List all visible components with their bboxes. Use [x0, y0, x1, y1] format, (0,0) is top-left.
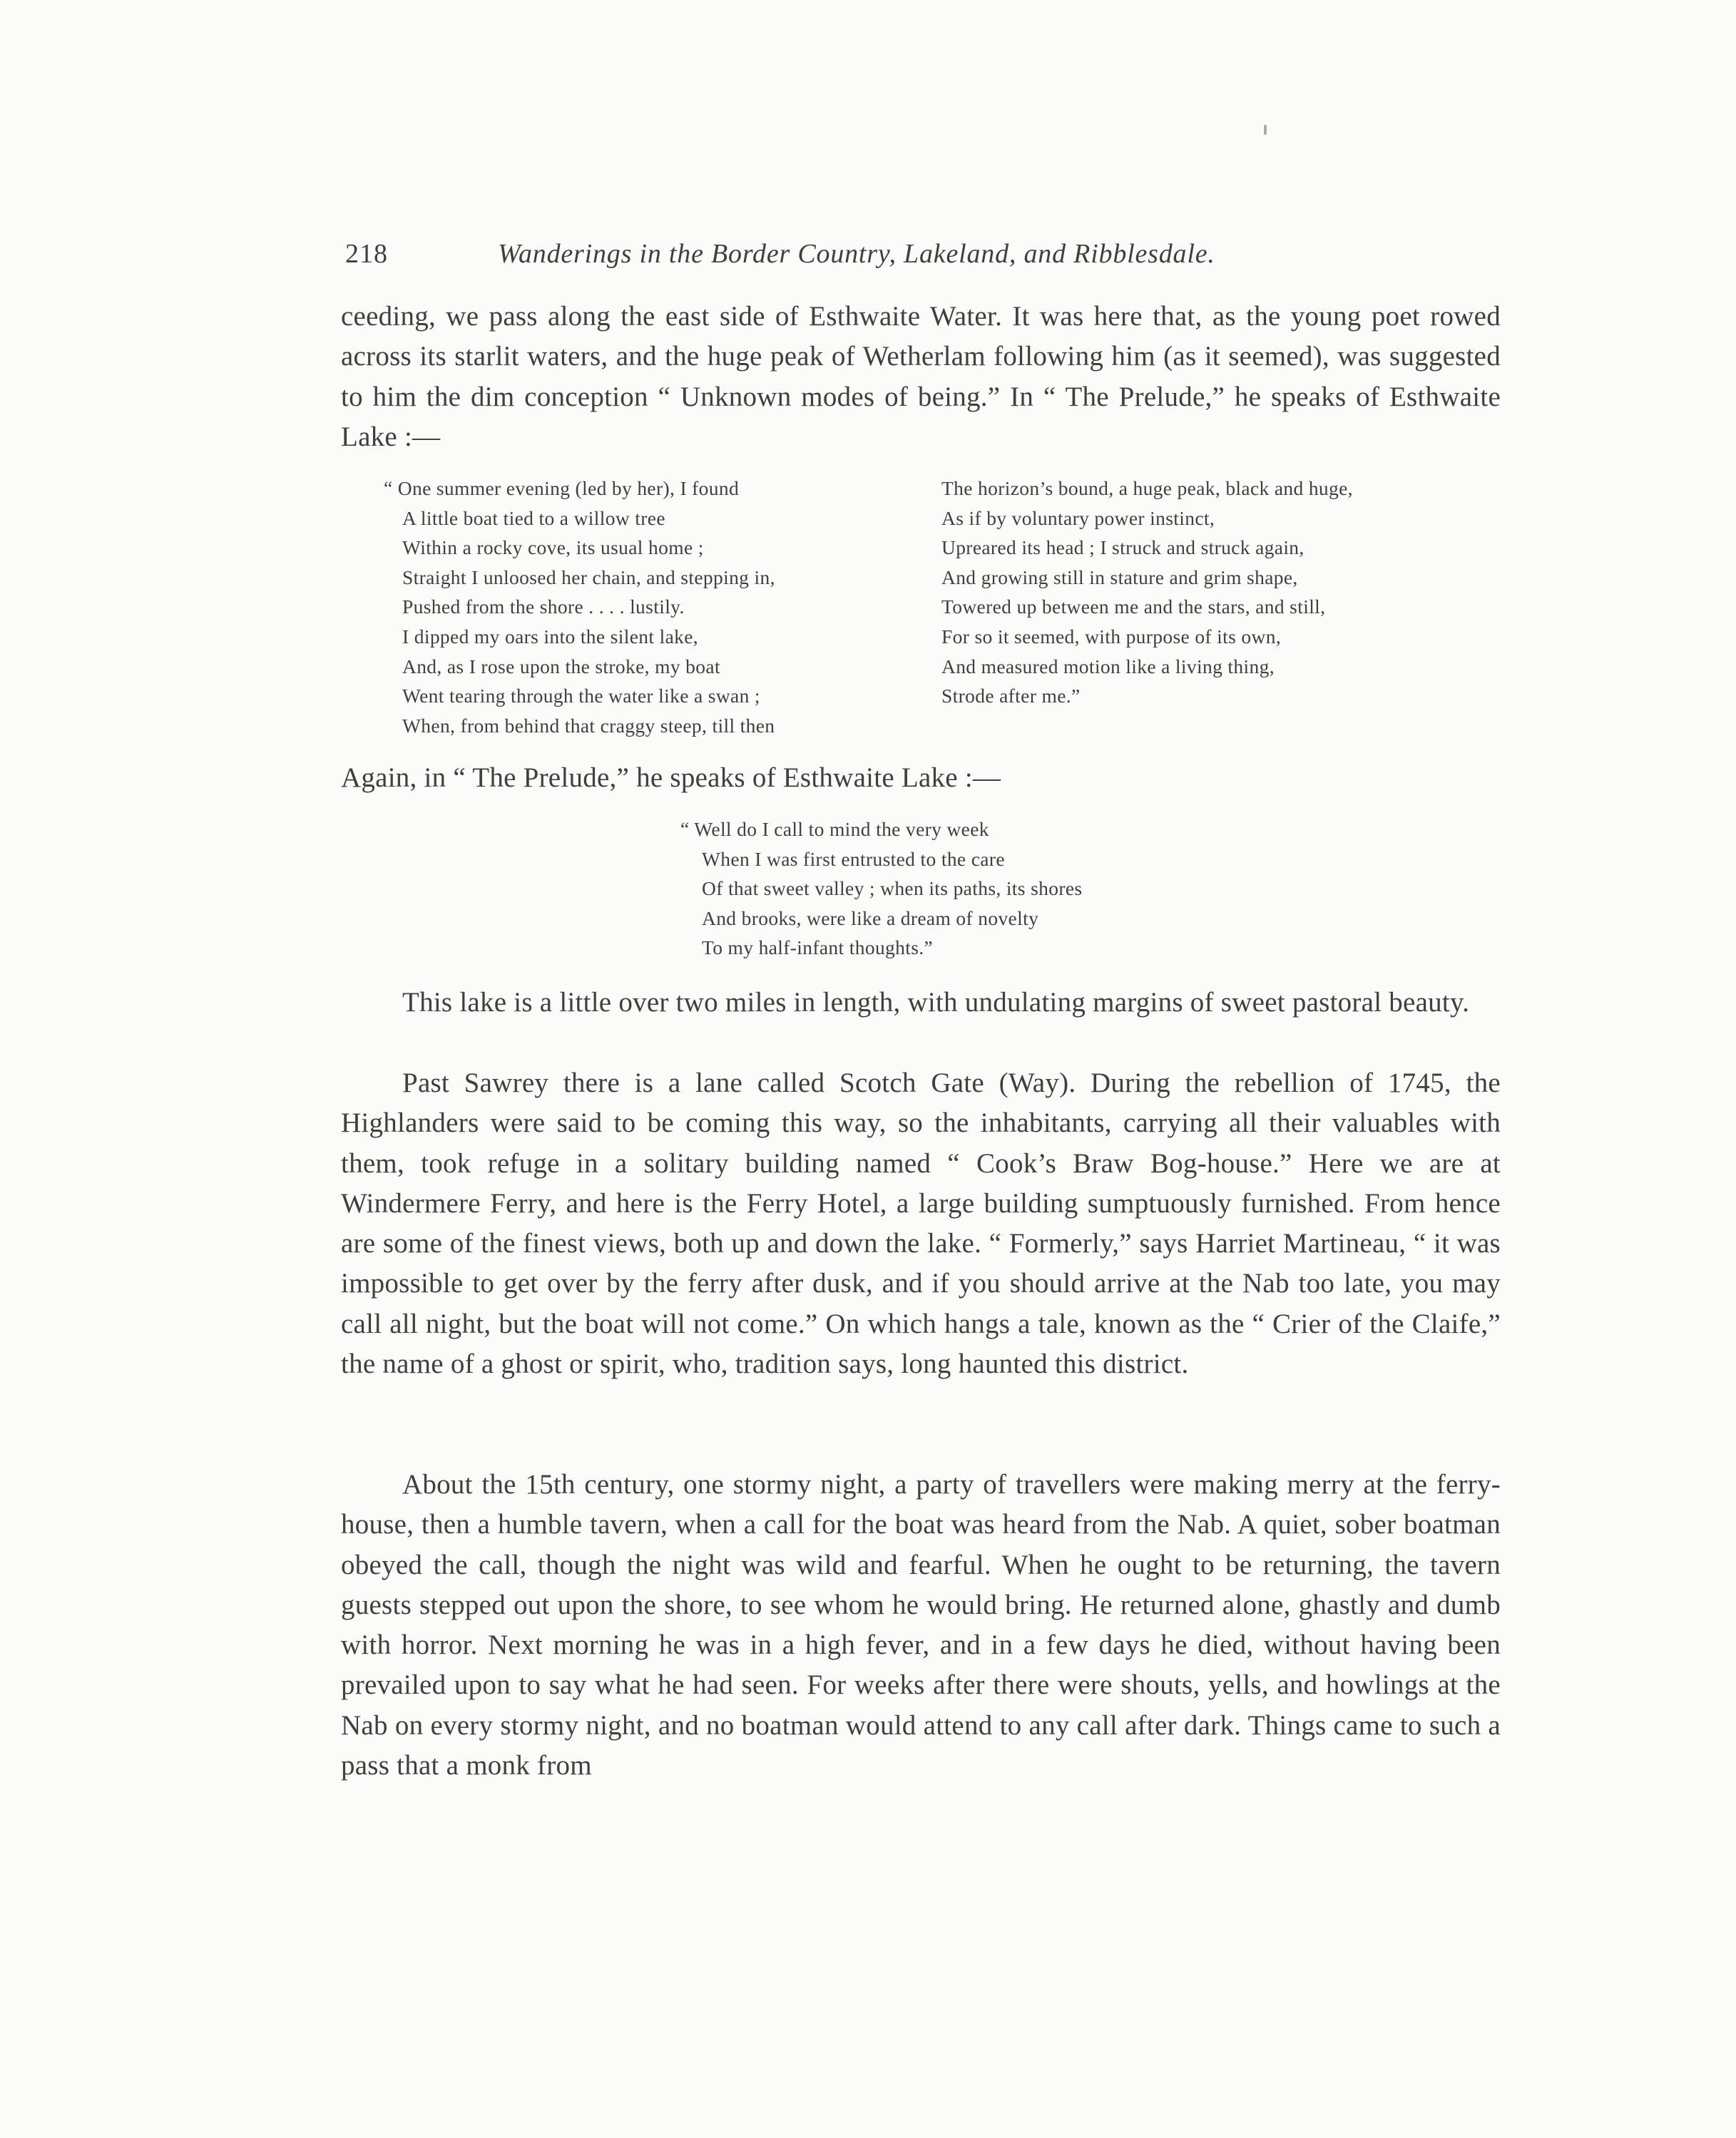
verse-line: And, as I rose upon the stroke, my boat [402, 655, 720, 677]
running-title: Wanderings in the Border Country, Lakeland, and Ribblesdale. [498, 239, 1215, 269]
verse-line: Strode after me.” [941, 685, 1081, 707]
verse-line: Upreared its head ; I struck and struck again, [941, 536, 1304, 559]
verse-line: “ One summer evening (led by her), I found [384, 477, 740, 499]
verse-line: “ Well do I call to mind the very week [680, 818, 989, 840]
verse-quote-left-column [384, 474, 775, 740]
paragraph-lake-description: This lake is a little over two miles in length, with undulating margins of sweet pastoral beauty. [402, 987, 1470, 1018]
verse-line: To my half-infant thoughts.” [702, 936, 934, 959]
paragraph-15th-century: About the 15th century, one stormy night, a party of travellers were making merry at the ferry-house, then a humble tavern, when a call for the boat was heard from the Nab. A quiet, sober boatman obeyed the call, though the night was wild and fearful. When he ought to be returning, the tavern guests stepped out upon the shore, to see whom he would bring. He returned alone, ghastly and dumb with horror. Next morning he was in a high fever, and in a few days he died, without having been prevailed upon to say what he had seen. For weeks after there were shouts, yells, and howlings at the Nab on every stormy night, and no boatman would attend to any call after dark. Things came to such a pass that a monk from [341, 1469, 1501, 1781]
verse-quote-right-column [941, 474, 1353, 711]
verse-line: And measured motion like a living thing, [941, 655, 1275, 677]
verse-line: When I was first entrusted to the care [702, 847, 1005, 870]
verse-line: The horizon’s bound, a huge peak, black and huge, [941, 477, 1353, 499]
ink-speck [1264, 125, 1267, 135]
paragraph-sawrey: Past Sawrey there is a lane called Scotch Gate (Way). During the rebellion of 1745, the Highlanders were said to be coming this way, so the inhabitants, carrying all their valuables with them, took refuge in a solitary building named “ Cook’s Braw Bog-house.” Here we are at Windermere Ferry, and here is the Ferry Hotel, a large building sumptuously furnished. From hence are some of the finest views, both up and down the lake. “ Formerly,” says Harriet Martineau, “ it was impossible to get over by the ferry after dusk, and if you should arrive at the Nab too late, you may call all night, but the boat will not come.” On which hangs a tale, known as the “ Crier of the Claife,” the name of a ghost or spirit, who, tradition says, long haunted this district. [341, 1068, 1501, 1380]
page-header [341, 232, 1501, 275]
verse-line: Straight I unloosed her chain, and stepping in, [402, 566, 775, 588]
page-number: 218 [345, 239, 388, 269]
verse-quote-second [680, 814, 1082, 963]
paragraph-opening: ceeding, we pass along the east side of Esthwaite Water. It was here that, as the young poet rowed across its starlit waters, and the huge peak of Wetherlam following him (as it seemed), was suggested to him the dim conception “ Unknown modes of being.” In “ The Prelude,” he speaks of Esthwaite Lake :— [341, 301, 1501, 452]
paragraph-again: Again, in “ The Prelude,” he speaks of Esthwaite Lake :— [341, 762, 1001, 793]
verse-line: For so it seemed, with purpose of its own, [941, 625, 1282, 648]
verse-line: I dipped my oars into the silent lake, [402, 625, 699, 648]
verse-line: When, from behind that craggy steep, till then [402, 714, 775, 737]
verse-line: Pushed from the shore . . . . lustily. [402, 595, 685, 618]
book-page [341, 0, 1501, 2138]
verse-line: And brooks, were like a dream of novelty [702, 906, 1039, 929]
verse-line: Went tearing through the water like a swan ; [402, 685, 760, 707]
verse-line: Of that sweet valley ; when its paths, its shores [702, 877, 1083, 900]
verse-line: A little boat tied to a willow tree [402, 506, 665, 529]
verse-line: As if by voluntary power instinct, [941, 506, 1215, 529]
verse-line: Within a rocky cove, its usual home ; [402, 536, 704, 559]
verse-line: And growing still in stature and grim shape, [941, 566, 1298, 588]
verse-line: Towered up between me and the stars, and still, [941, 595, 1326, 618]
